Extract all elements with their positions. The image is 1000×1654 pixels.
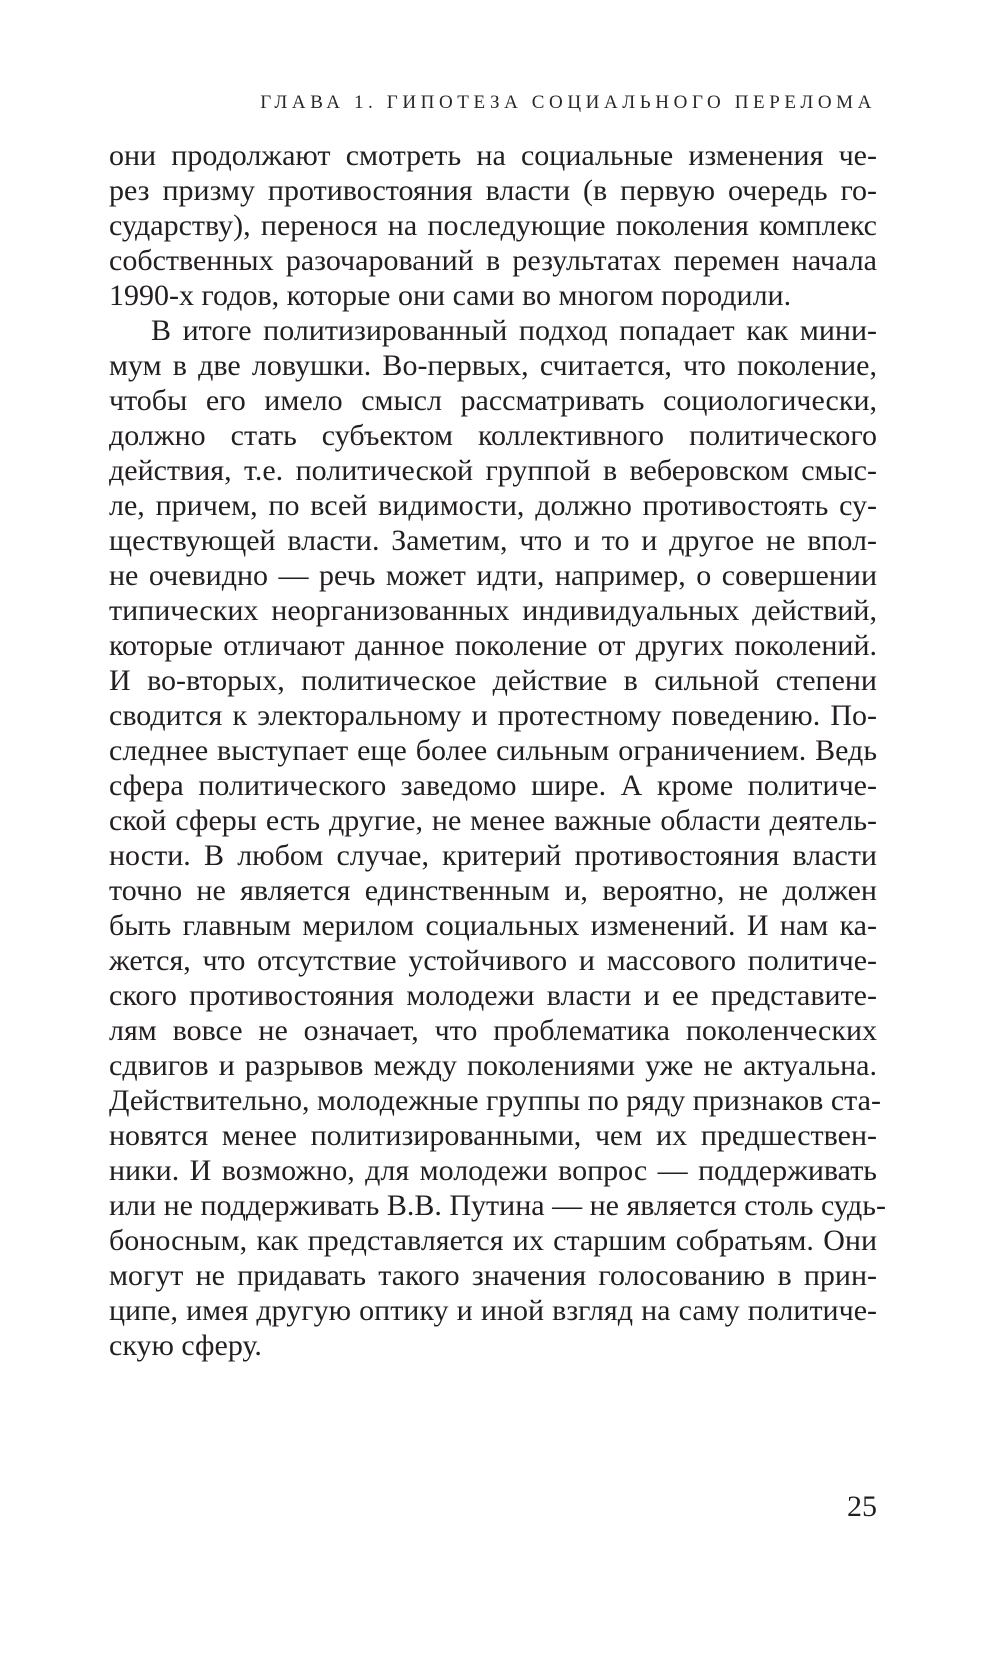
text-line: собственных разочарований в результатах перемен начала [109, 244, 877, 277]
text-line: ле, причем, по всей видимости, должно противостоять су- [109, 489, 877, 522]
text-line: они продолжают смотреть на социальные изменения че- [109, 139, 877, 172]
text-line: новятся менее политизированными, чем их предшествен- [109, 1119, 877, 1152]
text-line: сударству), перенося на последующие поколения комплекс [109, 209, 877, 242]
body-text [109, 138, 886, 1363]
text-line: чтобы его имело смысл рассматривать социологически, [109, 384, 877, 417]
text-line: не очевидно — речь может идти, например, о совершении [109, 559, 877, 592]
text-line: быть главным мерилом социальных изменений. И нам ка- [109, 909, 877, 942]
text-line: сводится к электоральному и протестному поведению. По- [109, 699, 877, 732]
text-line: И во-вторых, политическое действие в сильной степени [109, 664, 877, 697]
text-line: боносным, как представляется их старшим собратьям. Они [109, 1224, 877, 1257]
text-line: ники. И возможно, для молодежи вопрос — поддерживать [109, 1154, 877, 1187]
text-line: или не поддерживать В.В. Путина — не является столь судь- [109, 1189, 886, 1222]
text-line: действия, т.е. политической группой в веберовском смыс- [109, 454, 877, 487]
text-line: точно не является единственным и, вероятно, не должен [109, 874, 877, 907]
text-line: скую сферу. [109, 1329, 262, 1362]
text-line: ности. В любом случае, критерий противостояния власти [109, 839, 877, 872]
text-line: 1990-х годов, которые они сами во многом породили. [109, 279, 792, 312]
text-line: В итоге политизированный подход попадает как мини- [151, 314, 877, 347]
text-line: лям вовсе не означает, что проблематика поколенческих [109, 1014, 877, 1047]
text-line: ципе, имея другую оптику и иной взгляд на саму политиче- [109, 1294, 877, 1327]
text-line: ского противостояния молодежи власти и ее представите- [109, 979, 877, 1012]
text-line: могут не придавать такого значения голосованию в прин- [109, 1259, 877, 1292]
running-header: ГЛАВА 1. ГИПОТЕЗА СОЦИАЛЬНОГО ПЕРЕЛОМА [260, 92, 876, 113]
paragraph-2 [109, 313, 886, 1363]
text-line: мум в две ловушки. Во-первых, считается, что поколение, [109, 349, 877, 382]
paragraph-1 [109, 138, 877, 313]
text-line: Действительно, молодежные группы по ряду признаков ста- [109, 1084, 881, 1117]
text-line: ществующей власти. Заметим, что и то и другое не впол- [109, 524, 877, 557]
text-line: рез призму противостояния власти (в первую очередь го- [109, 174, 877, 207]
text-line: ской сферы есть другие, не менее важные области деятель- [109, 804, 877, 837]
page-number: 25 [847, 1490, 877, 1523]
text-line: следнее выступает еще более сильным ограничением. Ведь [109, 734, 877, 767]
text-line: типических неорганизованных индивидуальных действий, [109, 594, 877, 627]
text-line: сфера политического заведомо шире. А кроме политиче- [109, 769, 877, 802]
text-line: жется, что отсутствие устойчивого и массового политиче- [109, 944, 877, 977]
text-line: должно стать субъектом коллективного политического [109, 419, 877, 452]
text-line: сдвигов и разрывов между поколениями уже не актуальна. [109, 1049, 877, 1082]
text-line: которые отличают данное поколение от других поколений. [109, 629, 877, 662]
